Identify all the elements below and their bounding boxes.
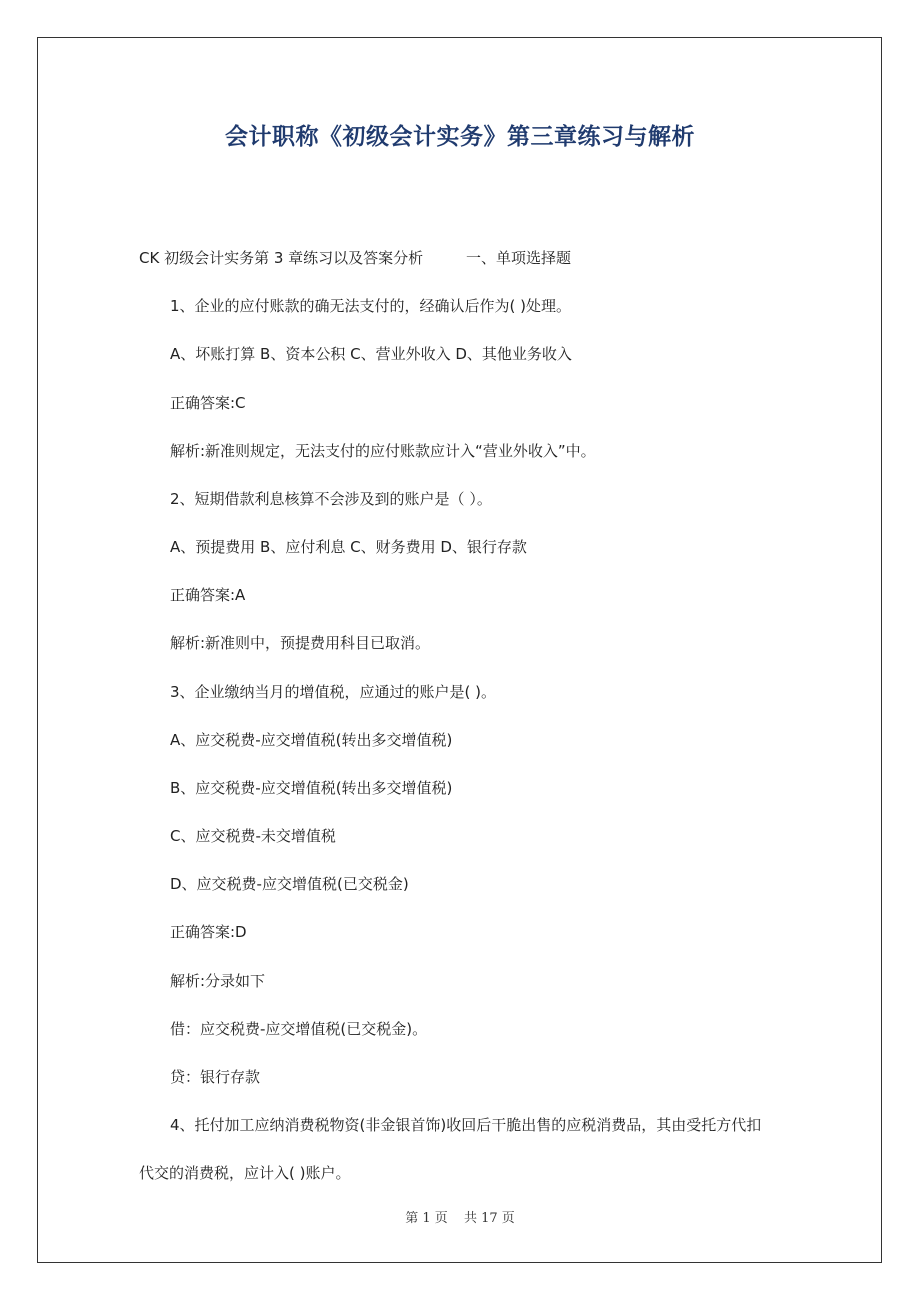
question-3-option-a: A、应交税费-应交增值税(转出多交增值税) [170, 731, 453, 749]
question-3-answer: 正确答案:D [170, 923, 247, 941]
question-3-debit-entry: 借：应交税费-应交增值税(已交税金)。 [170, 1020, 428, 1038]
question-2: 2、短期借款利息核算不会涉及到的账户是（ ）。 [170, 490, 492, 508]
question-3-credit-entry: 贷：银行存款 [170, 1068, 261, 1086]
page-total: 共 17 页 [463, 1211, 515, 1226]
question-4-line-1: 4、托付加工应纳消费税物资(非金银首饰)收回后干脆出售的应税消费品，其由受托方代扣 [170, 1116, 762, 1134]
question-3-option-b: B、应交税费-应交增值税(转出多交增值税) [170, 779, 453, 797]
question-3-option-d: D、应交税费-应交增值税(已交税金) [170, 875, 409, 893]
question-1-analysis: 解析:新准则规定，无法支付的应付账款应计入“营业外收入”中。 [170, 442, 596, 460]
question-3: 3、企业缴纳当月的增值税，应通过的账户是( )。 [170, 683, 497, 701]
question-3-analysis: 解析:分录如下 [170, 972, 266, 990]
intro-source: CK 初级会计实务第 3 章练习以及答案分析 [139, 249, 424, 267]
question-4-line-2: 代交的消费税，应计入( )账户。 [139, 1164, 351, 1182]
page-frame [37, 37, 882, 1263]
section-heading: 一、单项选择题 [466, 249, 572, 267]
page-number: 第 1 页 [405, 1211, 448, 1226]
question-2-options: A、预提费用 B、应付利息 C、财务费用 D、银行存款 [170, 538, 527, 556]
question-2-answer: 正确答案:A [170, 586, 246, 604]
question-1-answer: 正确答案:C [170, 394, 246, 412]
question-1: 1、企业的应付账款的确无法支付的，经确认后作为( )处理。 [170, 297, 572, 315]
page-footer [0, 1207, 920, 1226]
question-2-analysis: 解析:新准则中，预提费用科目已取消。 [170, 634, 431, 652]
question-1-options: A、坏账打算 B、资本公积 C、营业外收入 D、其他业务收入 [170, 345, 572, 363]
question-3-option-c: C、应交税费-未交增值税 [170, 827, 336, 845]
document-title: 会计职称《初级会计实务》第三章练习与解析 [225, 124, 695, 150]
